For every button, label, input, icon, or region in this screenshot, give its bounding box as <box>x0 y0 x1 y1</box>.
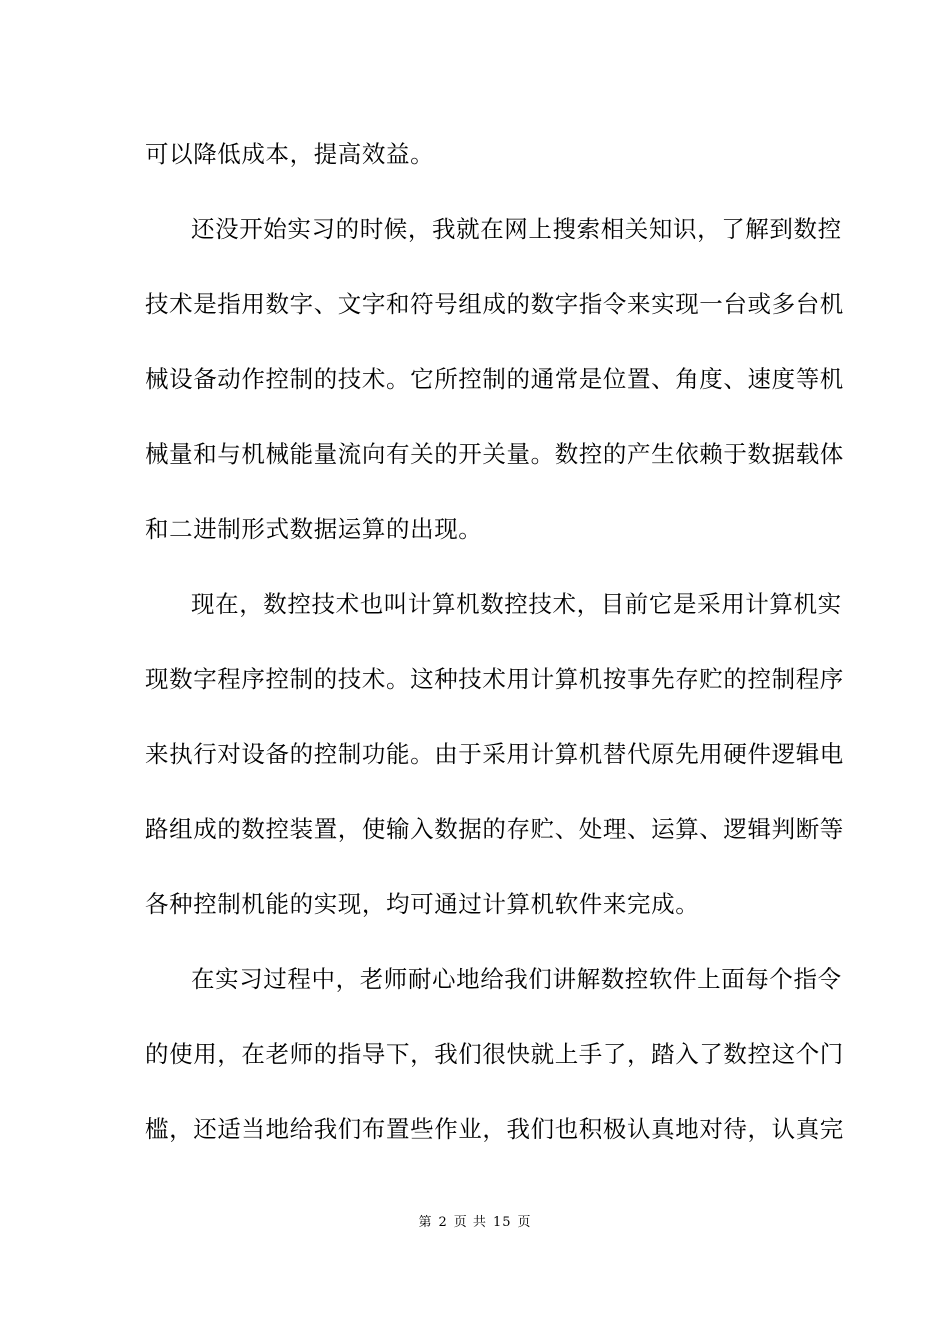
paragraph-line: 技术是指用数字、文字和符号组成的数字指令来实现一台或多台机 <box>145 290 844 318</box>
paragraph-line: 来执行对设备的控制功能。由于采用计算机替代原先用硬件逻辑电 <box>145 740 844 768</box>
footer-suffix: 页 <box>517 1215 532 1230</box>
paragraph-line: 械量和与机械能量流向有关的开关量。数控的产生依赖于数据载体 <box>145 440 844 468</box>
footer-mid: 页 共 <box>453 1215 487 1230</box>
footer-prefix: 第 <box>418 1215 433 1230</box>
paragraph-line: 还没开始实习的时候，我就在网上搜索相关知识，了解到数控 <box>191 215 842 243</box>
paragraph-line: 械设备动作控制的技术。它所控制的通常是位置、角度、速度等机 <box>145 365 844 393</box>
page-number-footer <box>0 1211 950 1230</box>
paragraph-line: 现数字程序控制的技术。这种技术用计算机按事先存贮的控制程序 <box>145 665 844 693</box>
paragraph-line: 路组成的数控装置，使输入数据的存贮、处理、运算、逻辑判断等 <box>145 815 844 843</box>
paragraph-line: 可以降低成本，提高效益。 <box>145 140 435 168</box>
current-page-number: 2 <box>438 1215 448 1230</box>
paragraph-line: 的使用，在老师的指导下，我们很快就上手了，踏入了数控这个门 <box>145 1040 844 1068</box>
paragraph-line: 在实习过程中，老师耐心地给我们讲解数控软件上面每个指令 <box>191 965 842 993</box>
paragraph-line: 槛，还适当地给我们布置些作业，我们也积极认真地对待，认真完 <box>145 1115 844 1143</box>
paragraph-line: 现在，数控技术也叫计算机数控技术，目前它是采用计算机实 <box>191 590 842 618</box>
paragraph-line: 和二进制形式数据运算的出现。 <box>145 515 483 543</box>
paragraph-line: 各种控制机能的实现，均可通过计算机软件来完成。 <box>145 890 700 918</box>
total-pages-number: 15 <box>492 1215 512 1230</box>
